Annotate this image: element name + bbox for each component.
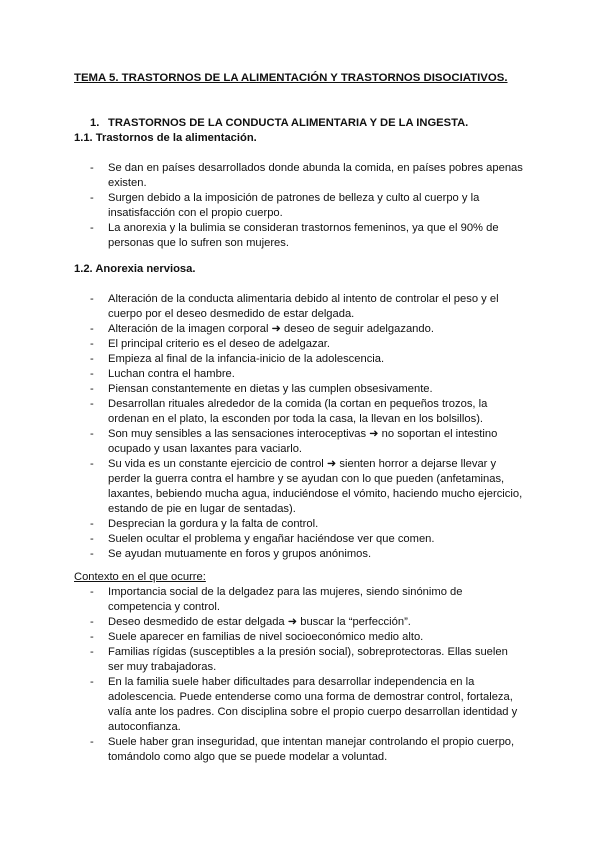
section-1-heading (90, 116, 468, 131)
list-item: - Empieza al final de la infancia-inicio de la adolescencia. (0, 352, 524, 367)
list-item: - Desprecian la gordura y la falta de control. (0, 517, 524, 532)
list-item: - Suele haber gran inseguridad, que intentan manejar controlando el propio cuerpo, tomándolo como algo que se puede modelar a voluntad. (0, 735, 524, 765)
list-item: - La anorexia y la bulimia se consideran trastornos femeninos, ya que el 90% de personas que lo sufren son mujeres. (0, 221, 524, 251)
list-item: - Suele aparecer en familias de nivel socioeconómico medio alto. (0, 630, 524, 645)
context-list (0, 585, 524, 765)
list-item: - Familias rígidas (susceptibles a la presión social), sobreprotectoras. Ellas suelen ser muy trabajadoras. (0, 645, 524, 675)
list-item: - Importancia social de la delgadez para las mujeres, siendo sinónimo de competencia y control. (0, 585, 524, 615)
list-item: - Piensan constantemente en dietas y las cumplen obsesivamente. (0, 382, 524, 397)
list-item: - Se ayudan mutuamente en foros y grupos anónimos. (0, 547, 524, 562)
document-title: TEMA 5. TRASTORNOS DE LA ALIMENTACIÓN Y TRASTORNOS DISOCIATIVOS. (74, 72, 508, 84)
context-heading: Contexto en el que ocurre: (74, 571, 206, 583)
list-item: - Suelen ocultar el problema y engañar haciéndose ver que comen. (0, 532, 524, 547)
subsection-1-2-heading: 1.2. Anorexia nerviosa. (74, 263, 196, 275)
list-item: - El principal criterio es el deseo de adelgazar. (0, 337, 524, 352)
list-item: - Deseo desmedido de estar delgada ➜ buscar la “perfección”. (0, 615, 524, 630)
list-item: - Desarrollan rituales alrededor de la comida (la cortan en pequeños trozos, la ordenan en el plato, la esconden por toda la casa, la llevan en los bolsillos). (0, 397, 524, 427)
list-item: - Surgen debido a la imposición de patrones de belleza y culto al cuerpo y la insatisfacción con el propio cuerpo. (0, 191, 524, 221)
section-1-number: 1. (90, 117, 100, 129)
list-item: - Alteración de la imagen corporal ➜ deseo de seguir adelgazando. (0, 322, 524, 337)
list-item: - Su vida es un constante ejercicio de control ➜ sienten horror a dejarse llevar y perder la guerra contra el hambre y se ayudan con lo que pueden (anfetaminas, laxantes, bebiendo mucha agua, induciéndose el vómito, haciendo mucho ejercicio, estando de pie en lugar de sentadas). (0, 457, 524, 517)
list-item: - Alteración de la conducta alimentaria debido al intento de controlar el peso y el cuerpo por el deseo desmedido de estar delgada. (0, 292, 524, 322)
list-item: - Son muy sensibles a las sensaciones interoceptivas ➜ no soportan el intestino ocupado y usan laxantes para vaciarlo. (0, 427, 524, 457)
section-1-title: TRASTORNOS DE LA CONDUCTA ALIMENTARIA Y DE LA INGESTA. (108, 117, 469, 129)
list-item: - Se dan en países desarrollados donde abunda la comida, en países pobres apenas existen. (0, 161, 524, 191)
subsection-1-1-heading: 1.1. Trastornos de la alimentación. (74, 132, 257, 144)
subsection-1-1-list (0, 161, 524, 251)
list-item: - En la familia suele haber dificultades para desarrollar independencia en la adolescencia. Puede entenderse como una forma de demostrar control, fortaleza, valía ante los padres. Con disciplina sobre el propio cuerpo desarrollan identidad y autoconfianza. (0, 675, 524, 735)
list-item: - Luchan contra el hambre. (0, 367, 524, 382)
subsection-1-2-list (0, 292, 524, 562)
